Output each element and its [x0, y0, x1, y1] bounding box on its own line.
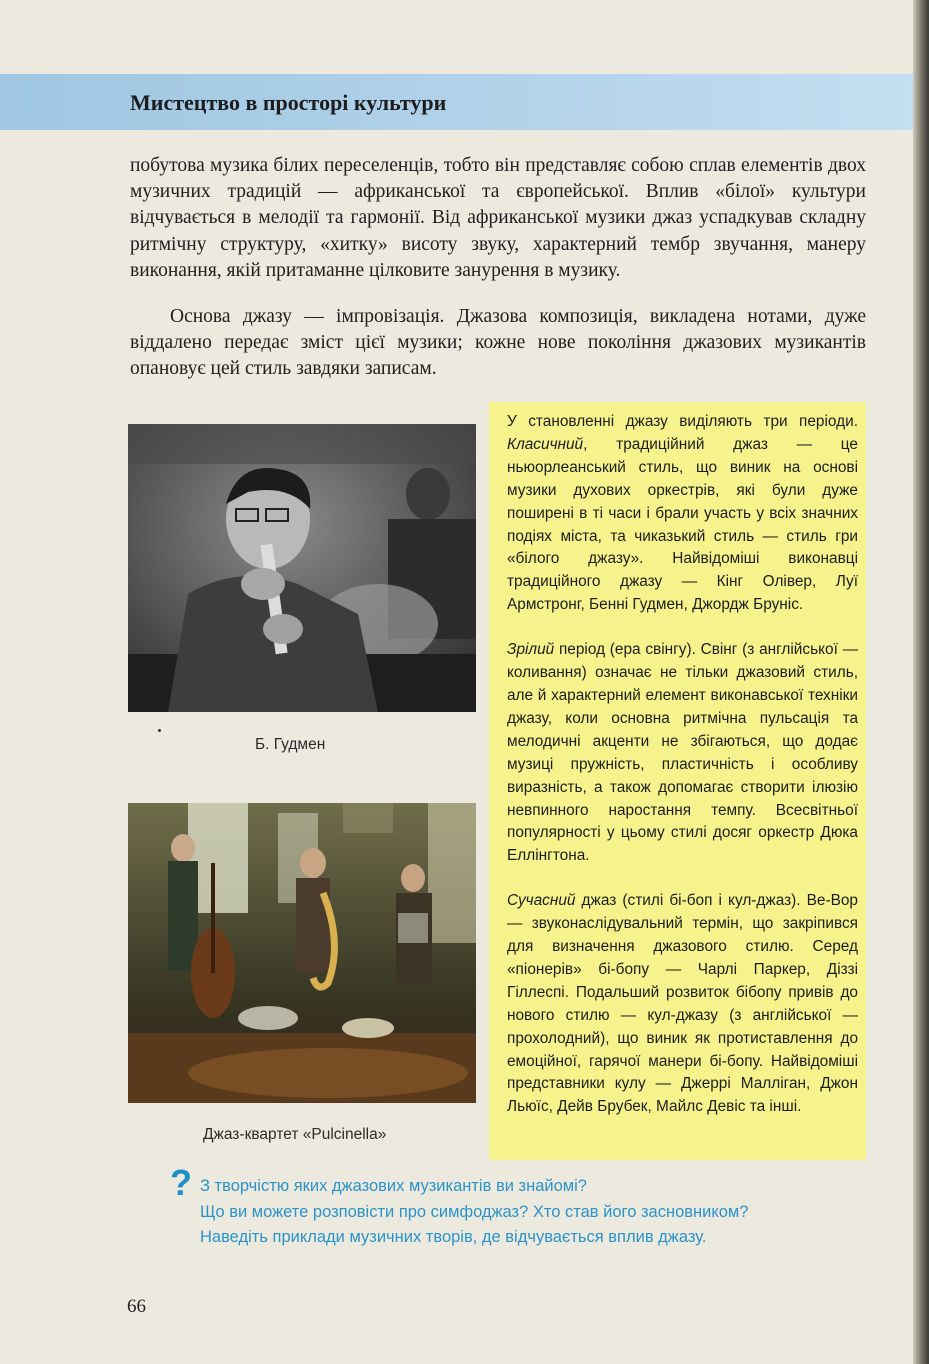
sidebar-intro-paragraph: [507, 411, 858, 617]
page-title: Мистецтво в просторі культури: [130, 90, 447, 115]
goodman-photo: [128, 424, 476, 712]
question-3: Наведіть приклади музичних творів, де відчувається вплив джазу.: [200, 1228, 707, 1246]
caption-goodman: Б. Гудмен: [255, 736, 326, 753]
question-1: З творчістю яких джазових музикантів ви знайомі?: [200, 1177, 587, 1195]
modern-term: Сучасний: [507, 892, 576, 910]
question-2: Що ви можете розповісти про симфоджаз? Хто став його засновником?: [200, 1202, 749, 1221]
modern-text: джаз (стилі бі-боп і кул-джаз). Ве-Bop — звуконаслідувальний термін, що закріпився для визначення джазового стилю. Серед «піонерів» бі-бопу — Чарлі Паркер, Діззі Гіллеспі. Подальший розвиток бібопу привів до нового стилю — кул-джазу (з англійської — прохолодний), що виник як протиставлення до емоційної, гарячої манери бі-бопу. Найвідоміші представники кулу — Джеррі Малліган, Джон Льюїс, Дейв Брубек, Майлс Девіс та інші.: [507, 892, 858, 1116]
mature-paragraph: [507, 639, 858, 868]
question-mark-icon: ?: [170, 1162, 192, 1203]
caption-quartet: Джаз-квартет «Pulcinella»: [203, 1126, 387, 1143]
stray-dot: [158, 729, 161, 732]
review-questions: [200, 1174, 890, 1251]
sidebar-intro: У становленні джазу виділяють три періоди.: [507, 413, 858, 430]
page-number: 66: [127, 1296, 146, 1317]
mature-term: Зрілий: [507, 641, 555, 659]
classic-text: , традиційний джаз — це ньюорлеанський стиль, що виник на основі музики духових оркестрів, які були дуже поширені в ті часи і брали участь у всіх значних подіях міста, та чиказький стиль — стиль гри «білого джазу». Найвідоміші виконавці традиційного джазу — Кінг Олівер, Луї Армстронг, Бенні Гудмен, Джордж Бруніс.: [507, 435, 858, 614]
body-paragraph-2: Основа джазу — імпровізація. Джазова композиція, викладена нотами, дуже віддалено передає зміст цієї музики; кожне нове покоління джазових музикантів опановує цей стиль завдяки записам.: [130, 306, 866, 380]
jazz-periods-sidebar: [489, 402, 866, 1160]
quartet-photo: [128, 803, 476, 1103]
mature-text: період (ера свінгу). Свінг (з англійської — коливання) означає не тільки джазовий стиль, але й характерний елемент виконавської техніки джазу, коли основна ритмічна пульсація та мелодичні акценти не збігаються, що додає музиці пружність, пластичність і особливу виразність, а також допомагає створити ілюзію невпинного наростання темпу. Всесвітньої популярності у цьому стилі досяг оркестр Дюка Еллінгтона.: [507, 641, 858, 865]
classic-term: Класичний: [507, 435, 584, 453]
modern-paragraph: [507, 890, 858, 1119]
body-paragraph-1: побутова музика білих переселенців, тобто він представляє собою сплав елементів двох музичних традицій — африканської та європейської. Вплив «білої» культури відчувається в мелодії та гармонії. Від африканської музики джаз успадкував складну ритмічну структуру, «хитку» висоту звуку, характерний тембр звучання, манеру виконання, якій притаманне цілковите занурення в музику.: [130, 155, 866, 281]
page-edge: [913, 0, 929, 1364]
